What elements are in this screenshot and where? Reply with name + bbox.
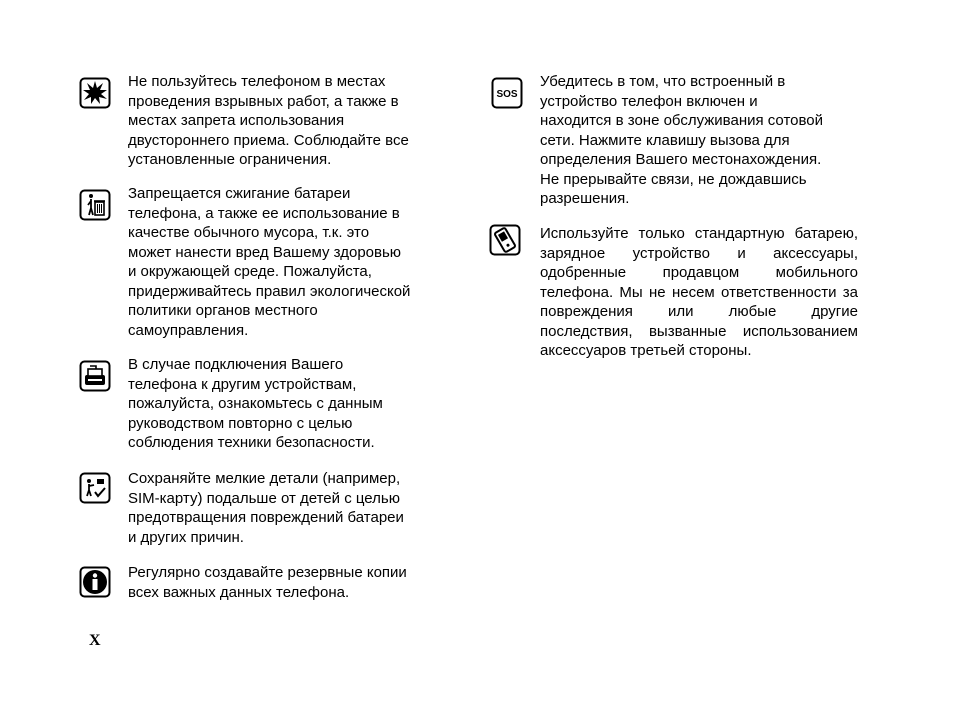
notice-text: Не пользуйтесь телефоном в местах проведения взрывных работ, а также в местах запрета использования двустороннего приема. Соблюдайте все установленные ограничения. (128, 73, 409, 168)
device-connection-icon (79, 360, 111, 392)
sos-icon-label: SOS (496, 89, 518, 100)
notice-text: Запрещается сжигание батареи телефона, а также ее использование в качестве обычного мусора, т.к. это может нанести вред Вашему здоровью и окружающей среде. Пожалуйста, придерживайтесь правил экологической политики органов местного самоуправления. (128, 185, 411, 339)
notice-text: Используйте только стандартную батарею, зарядное устройство и аксессуары, одобренные продавцом мобильного телефона. Мы не несем ответственности за повреждения или любые другие последствия, вызванные использованием аксессуаров третьей стороны. (540, 225, 858, 359)
battery-disposal-icon (79, 189, 111, 221)
child-safety-icon (79, 472, 111, 504)
notice-text: Убедитесь в том, что встроенный в устройство телефон включен и находится в зоне обслуживания сотовой сети. Нажмите клавишу вызова для определения Вашего местонахождения. Не прерывайте связи, не дождавшись разрешения. (540, 73, 824, 207)
page-mark: X (89, 632, 101, 649)
notice-text: Регулярно создавайте резервные копии всех важных данных телефона. (128, 564, 407, 601)
info-icon (79, 566, 111, 598)
notice-text: Сохраняйте мелкие детали (например, SIM-карту) подальше от детей с целью предотвращения повреждений батареи и других причин. (128, 470, 404, 546)
accessories-icon (489, 224, 521, 256)
explosion-icon (79, 77, 111, 109)
sos-icon (491, 77, 523, 109)
notice-text: В случае подключения Вашего телефона к другим устройствам, пожалуйста, ознакомьтесь с данным руководством повторно с целью соблюдения техники безопасности. (128, 356, 383, 451)
